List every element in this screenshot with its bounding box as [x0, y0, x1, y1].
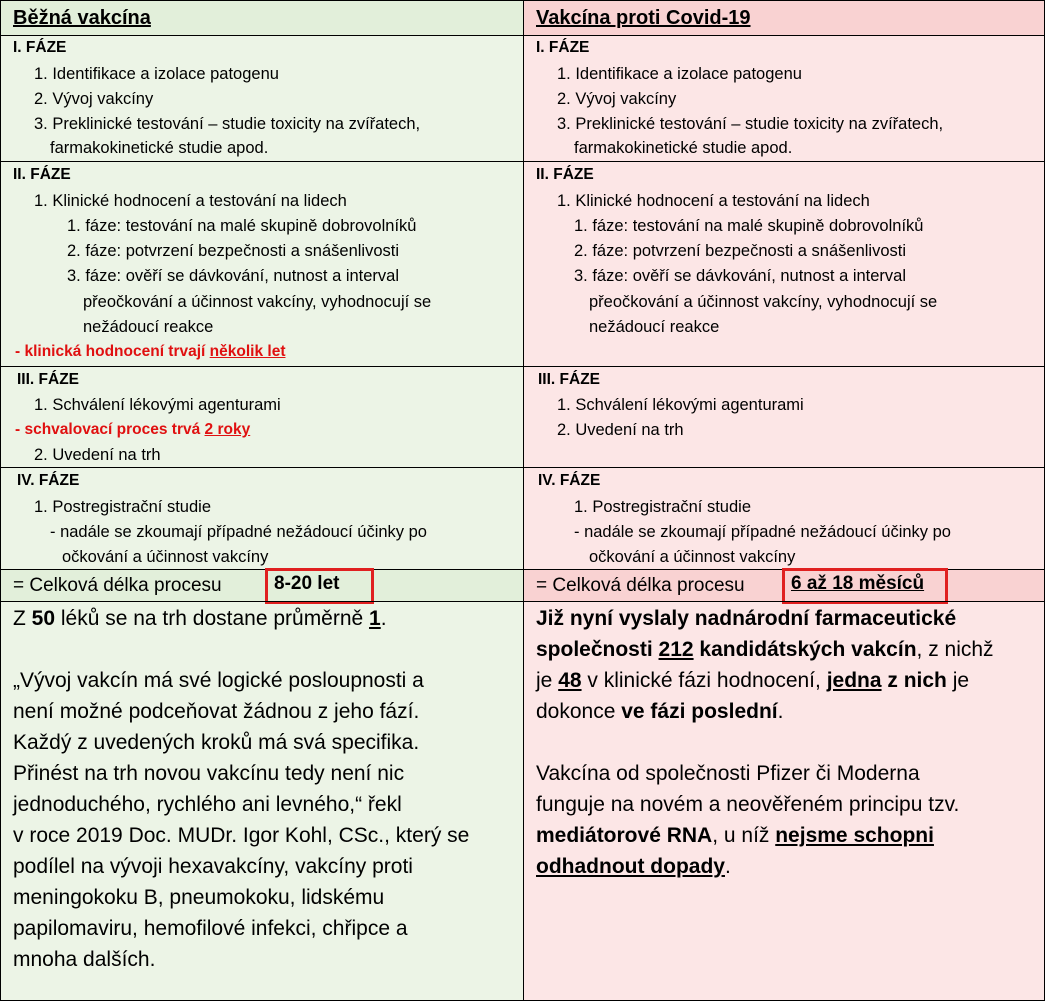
phase-item: 1. Schválení lékovými agenturami — [557, 396, 804, 414]
phase-item: 1. Postregistrační studie — [574, 498, 752, 516]
phase-item: 1. Identifikace a izolace patogenu — [34, 65, 279, 83]
total-duration-box — [782, 568, 948, 604]
phase-item: 3. Preklinické testování – studie toxicity na zvířatech, — [34, 115, 421, 133]
phase-title: II. FÁZE — [536, 166, 594, 183]
total-duration-value: 8-20 let — [274, 573, 340, 594]
phase-title: III. FÁZE — [538, 371, 600, 388]
quote-line: „Vývoj vakcín má své logické posloupnosti a — [13, 669, 424, 692]
quote-line: Každý z uvedených kroků má svá specifika. — [13, 731, 420, 754]
phase-subitem: 3. fáze: ověří se dávkování, nutnost a interval — [574, 267, 907, 285]
total-duration-value: 6 až 18 měsíců — [791, 573, 925, 594]
total-duration-row — [1, 570, 523, 602]
phase-item: farmakokinetické studie apod. — [574, 139, 793, 157]
phase-item: 1. Postregistrační studie — [34, 498, 212, 516]
phase-item: 2. Uvedení na trh — [34, 446, 161, 464]
phase-item: 1. Klinické hodnocení a testování na lidech — [34, 192, 347, 210]
phase-subitem: přeočkování a účinnost vakcíny, vyhodnocují se — [83, 293, 432, 311]
candidates-line: společnosti 212 kandidátských vakcín, z nichž — [536, 638, 994, 661]
duration-note: - klinická hodnocení trvají několik let — [15, 343, 286, 360]
phase-title: IV. FÁZE — [17, 472, 80, 489]
phase-item: farmakokinetické studie apod. — [50, 139, 269, 157]
total-duration-row — [524, 570, 1044, 602]
total-duration-box — [265, 568, 374, 604]
quote-line: Přinést na trh novou vakcínu tedy není nic — [13, 762, 405, 785]
column-covid-vaccine — [523, 1, 1044, 1000]
quote-line: mnoha dalších. — [13, 948, 156, 971]
column-header — [1, 1, 523, 35]
duration-note: - schvalovací proces trvá 2 roky — [15, 421, 251, 438]
phase-subitem: 1. fáze: testování na malé skupině dobrovolníků — [574, 217, 924, 235]
candidates-line: dokonce ve fázi poslední. — [536, 700, 784, 723]
mrna-line: Vakcína od společnosti Pfizer či Moderna — [536, 762, 920, 785]
phase-subitem: nežádoucí reakce — [83, 318, 214, 336]
quote-line: v roce 2019 Doc. MUDr. Igor Kohl, CSc., který se — [13, 824, 470, 847]
candidates-line: je 48 v klinické fázi hodnocení, jedna z nich je — [536, 669, 970, 692]
phase-title: II. FÁZE — [13, 166, 71, 183]
column-header — [524, 1, 1044, 35]
quote-line: meningokoku B, pneumokoku, lidskému — [13, 886, 385, 909]
phase-subitem: 2. fáze: potvrzení bezpečnosti a snášenlivosti — [574, 242, 907, 260]
quote-line: podílel na vývoji hexavakcíny, vakcíny proti — [13, 855, 413, 878]
phase-item: 1. Klinické hodnocení a testování na lidech — [557, 192, 870, 210]
phase-title: IV. FÁZE — [538, 472, 601, 489]
phase-item: 2. Vývoj vakcíny — [557, 90, 677, 108]
quote-line: není možné podceňovat žádnou z jeho fází. — [13, 700, 420, 723]
phase-title: I. FÁZE — [13, 39, 67, 56]
phase-subitem: očkování a účinnost vakcíny — [62, 548, 269, 566]
phase-subitem: přeočkování a účinnost vakcíny, vyhodnocují se — [589, 293, 938, 311]
phase-item: 1. Identifikace a izolace patogenu — [557, 65, 802, 83]
phase-subitem: 1. fáze: testování na malé skupině dobrovolníků — [67, 217, 417, 235]
column-title: Běžná vakcína — [13, 7, 151, 29]
phase-subitem: nežádoucí reakce — [589, 318, 720, 336]
quote-line: papilomaviru, hemofilové infekci, chřipce a — [13, 917, 408, 940]
column-regular-vaccine — [1, 1, 523, 1000]
phase-subitem: 3. fáze: ověří se dávkování, nutnost a interval — [67, 267, 400, 285]
total-duration-label: = Celková délka procesu — [13, 575, 222, 596]
approval-stat: Z 50 léků se na trh dostane průměrně 1. — [13, 607, 387, 630]
quote-line: jednoduchého, rychlého ani levného,“ řekl — [13, 793, 402, 816]
phase-item: 2. Vývoj vakcíny — [34, 90, 154, 108]
phase-subitem: 2. fáze: potvrzení bezpečnosti a snášenlivosti — [67, 242, 400, 260]
candidates-line: Již nyní vyslaly nadnárodní farmaceutické — [536, 607, 957, 630]
phase-subitem: - nadále se zkoumají případné nežádoucí účinky po — [50, 523, 427, 541]
phase-subitem: - nadále se zkoumají případné nežádoucí účinky po — [574, 523, 951, 541]
phase-title: III. FÁZE — [17, 371, 79, 388]
phase-item: 1. Schválení lékovými agenturami — [34, 396, 281, 414]
phase-subitem: očkování a účinnost vakcíny — [589, 548, 796, 566]
phase-item: 2. Uvedení na trh — [557, 421, 684, 439]
phase-title: I. FÁZE — [536, 39, 590, 56]
column-title: Vakcína proti Covid-19 — [536, 7, 751, 29]
mrna-line: mediátorové RNA, u níž nejsme schopni — [536, 824, 934, 847]
total-duration-label: = Celková délka procesu — [536, 575, 745, 596]
phase-item: 3. Preklinické testování – studie toxicity na zvířatech, — [557, 115, 944, 133]
mrna-line: odhadnout dopady. — [536, 855, 731, 878]
mrna-line: funguje na novém a neověřeném principu tzv. — [536, 793, 960, 816]
